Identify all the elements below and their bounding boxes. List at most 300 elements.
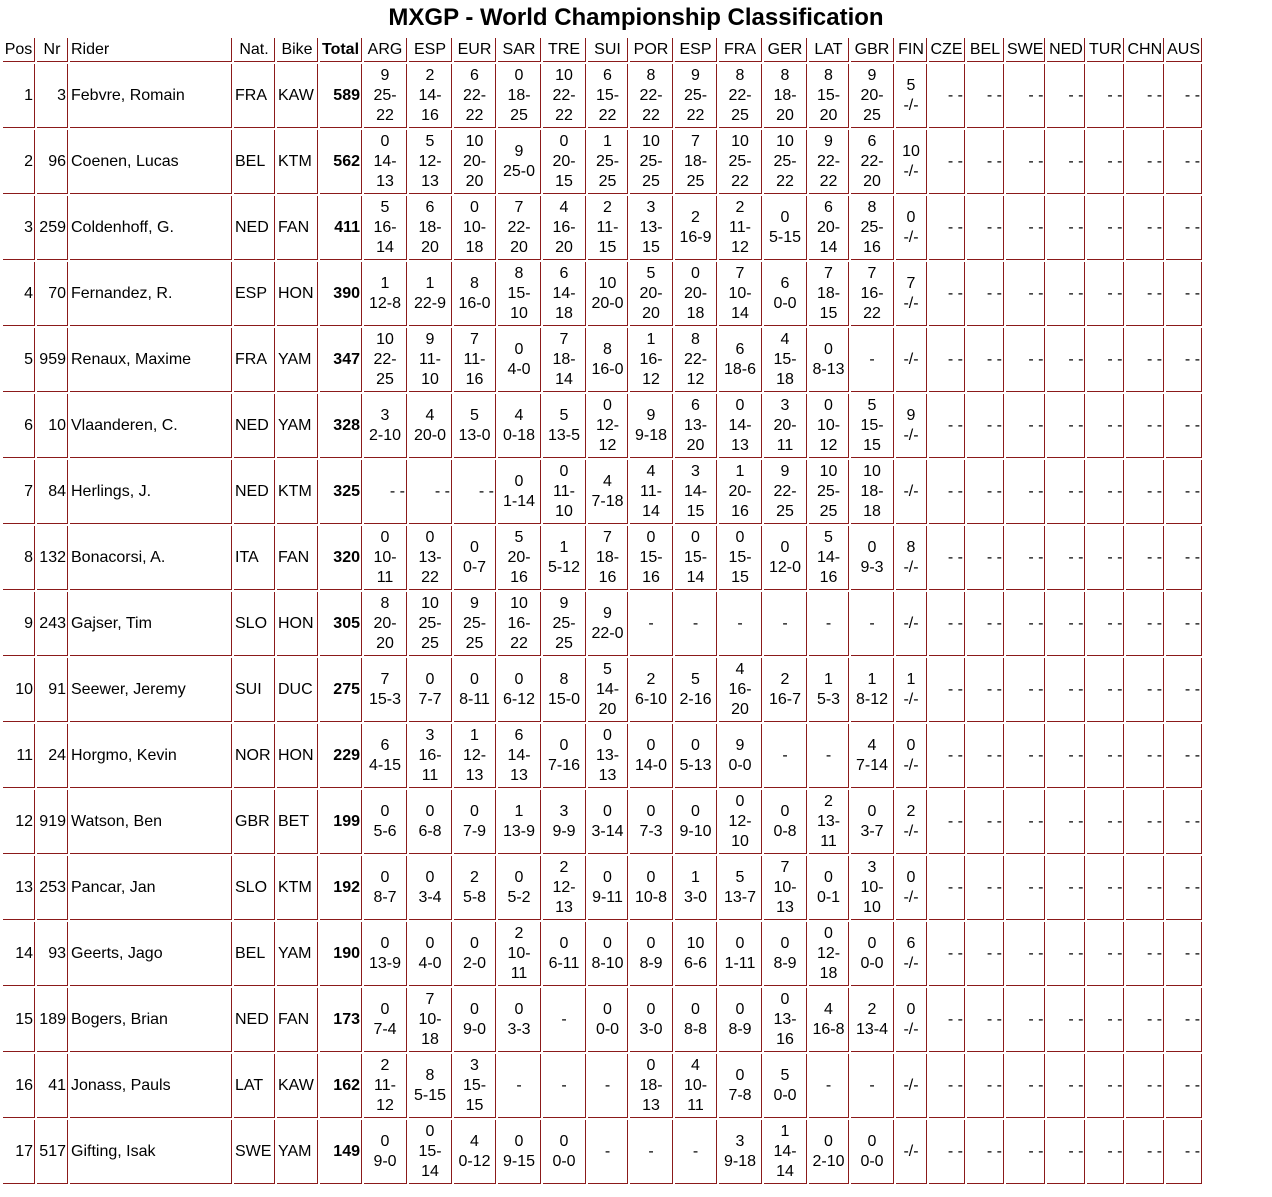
round-result-cell: - - (1087, 1054, 1124, 1118)
round-result-cell: - - (1006, 724, 1045, 788)
table-row (3, 724, 1202, 788)
round-result-cell: 4 11- 14 (630, 460, 673, 524)
rider-name-cell: Bonacorsi, A. (70, 526, 232, 590)
round-result-cell: - - (929, 1120, 965, 1184)
rider-name-cell: Bogers, Brian (70, 988, 232, 1052)
round-result-cell: - (719, 592, 762, 656)
round-result-cell: 0 10- 12 (809, 394, 849, 458)
round-result-cell: - (764, 724, 807, 788)
round-result-cell: 0 4-0 (498, 328, 541, 392)
round-result-cell: 0 5-2 (498, 856, 541, 920)
round-result-cell: 5 12- 13 (409, 130, 452, 194)
round-result-cell: - - (929, 196, 965, 260)
round-result-cell: - - (929, 262, 965, 326)
round-result-cell: 6 22- 22 (454, 64, 496, 128)
nationality-cell: NOR (234, 724, 275, 788)
round-result-cell: 0 18- 25 (498, 64, 541, 128)
round-result-cell: - - (1087, 196, 1124, 260)
rider-name-cell: Gajser, Tim (70, 592, 232, 656)
rider-name-cell: Coenen, Lucas (70, 130, 232, 194)
round-result-cell: - - (1047, 988, 1085, 1052)
round-result-cell: - (851, 592, 894, 656)
round-result-cell: - - (929, 394, 965, 458)
position-cell: 3 (3, 196, 35, 260)
bike-cell: KTM (277, 460, 318, 524)
col-header-round[interactable]: EUR (454, 38, 496, 62)
round-result-cell: 8 15- 20 (809, 64, 849, 128)
total-points-cell: 589 (320, 64, 362, 128)
round-result-cell: - - (967, 262, 1004, 326)
round-result-cell: 0 13-9 (364, 922, 407, 986)
round-result-cell: 0 8-9 (630, 922, 673, 986)
round-result-cell: - - (1166, 658, 1202, 722)
rider-name-cell: Herlings, J. (70, 460, 232, 524)
round-result-cell: - - (929, 724, 965, 788)
round-result-cell: 0 10-8 (630, 856, 673, 920)
rider-name-cell: Coldenhoff, G. (70, 196, 232, 260)
round-result-cell: 3 13- 15 (630, 196, 673, 260)
round-result-cell: 10 22- 25 (364, 328, 407, 392)
round-result-cell: - - (1087, 1120, 1124, 1184)
round-result-cell: - - (929, 328, 965, 392)
bike-cell: FAN (277, 988, 318, 1052)
round-result-cell: 9 22- 25 (764, 460, 807, 524)
table-row (3, 130, 1202, 194)
nationality-cell: LAT (234, 1054, 275, 1118)
round-result-cell: 8 22- 12 (675, 328, 717, 392)
position-cell: 10 (3, 658, 35, 722)
nationality-cell: NED (234, 460, 275, 524)
round-result-cell: 0 2-10 (809, 1120, 849, 1184)
round-result-cell: 0 14- 13 (719, 394, 762, 458)
col-header-round[interactable]: CZE (929, 38, 965, 62)
round-result-cell: - - (1047, 1054, 1085, 1118)
round-result-cell: 3 20- 11 (764, 394, 807, 458)
round-result-cell: - (809, 724, 849, 788)
total-points-cell: 173 (320, 988, 362, 1052)
round-result-cell: 4 7-18 (588, 460, 628, 524)
round-result-cell: - - (1047, 196, 1085, 260)
rider-number-cell: 41 (37, 1054, 68, 1118)
round-result-cell: 0 7-8 (719, 1054, 762, 1118)
round-result-cell: 0 6-11 (543, 922, 586, 986)
round-result-cell: 5 15- 15 (851, 394, 894, 458)
round-result-cell: 10 22- 22 (543, 64, 586, 128)
round-result-cell: 7 22- 20 (498, 196, 541, 260)
round-result-cell: 3 2-10 (364, 394, 407, 458)
round-result-cell: -/- (896, 1120, 927, 1184)
round-result-cell: 0 13- 13 (588, 724, 628, 788)
round-result-cell: 6 18- 20 (409, 196, 452, 260)
bike-cell: FAN (277, 526, 318, 590)
round-result-cell: 0 8-10 (588, 922, 628, 986)
col-header-round[interactable]: FRA (719, 38, 762, 62)
round-result-cell: - - (1087, 328, 1124, 392)
total-points-cell: 149 (320, 1120, 362, 1184)
col-header-nr[interactable]: Nr (37, 38, 68, 62)
round-result-cell: 1 22-9 (409, 262, 452, 326)
round-result-cell: - - (1126, 856, 1164, 920)
round-result-cell: - - (1126, 64, 1164, 128)
round-result-cell: -/- (896, 460, 927, 524)
col-header-round[interactable]: LAT (809, 38, 849, 62)
rider-name-cell: Seewer, Jeremy (70, 658, 232, 722)
round-result-cell: 6 13- 20 (675, 394, 717, 458)
position-cell: 2 (3, 130, 35, 194)
round-result-cell: 5 16- 14 (364, 196, 407, 260)
round-result-cell: - - (1166, 394, 1202, 458)
table-row (3, 460, 1202, 524)
col-header-round[interactable]: TRE (543, 38, 586, 62)
round-result-cell: 4 20-0 (409, 394, 452, 458)
col-header-round[interactable]: FIN (896, 38, 927, 62)
total-points-cell: 199 (320, 790, 362, 854)
round-result-cell: 9 25- 22 (364, 64, 407, 128)
round-result-cell: 6 15- 22 (588, 64, 628, 128)
round-result-cell: 0 5-13 (675, 724, 717, 788)
round-result-cell: 2 11- 12 (364, 1054, 407, 1118)
bike-cell: KAW (277, 1054, 318, 1118)
table-row (3, 1120, 1202, 1184)
round-result-cell: 0 -/- (896, 724, 927, 788)
round-result-cell: 4 15- 18 (764, 328, 807, 392)
round-result-cell: 0 3-7 (851, 790, 894, 854)
bike-cell: DUC (277, 658, 318, 722)
round-result-cell: - - (929, 658, 965, 722)
round-result-cell: 0 0-0 (851, 922, 894, 986)
round-result-cell: - (630, 592, 673, 656)
round-result-cell: 0 15- 14 (409, 1120, 452, 1184)
position-cell: 15 (3, 988, 35, 1052)
col-header-total[interactable]: Total (320, 38, 362, 62)
round-result-cell: - - (1166, 790, 1202, 854)
bike-cell: YAM (277, 394, 318, 458)
round-result-cell: - - (967, 592, 1004, 656)
round-result-cell: - - (1006, 592, 1045, 656)
table-row (3, 658, 1202, 722)
col-header-round[interactable]: BEL (967, 38, 1004, 62)
round-result-cell: 6 14- 13 (498, 724, 541, 788)
rider-name-cell: Vlaanderen, C. (70, 394, 232, 458)
round-result-cell: 9 25- 22 (675, 64, 717, 128)
round-result-cell: 9 -/- (896, 394, 927, 458)
round-result-cell: - - (1166, 328, 1202, 392)
table-row (3, 922, 1202, 986)
round-result-cell: - - (929, 460, 965, 524)
round-result-cell: 1 12-8 (364, 262, 407, 326)
rider-number-cell: 70 (37, 262, 68, 326)
total-points-cell: 390 (320, 262, 362, 326)
round-result-cell: 8 16-0 (588, 328, 628, 392)
round-result-cell: 10 25- 25 (409, 592, 452, 656)
round-result-cell: 0 9-15 (498, 1120, 541, 1184)
round-result-cell: 8 16-0 (454, 262, 496, 326)
position-cell: 17 (3, 1120, 35, 1184)
round-result-cell: 2 10- 11 (498, 922, 541, 986)
col-header-round[interactable]: TUR (1087, 38, 1124, 62)
round-result-cell: - - (1006, 130, 1045, 194)
rider-name-cell: Jonass, Pauls (70, 1054, 232, 1118)
rider-number-cell: 517 (37, 1120, 68, 1184)
bike-cell: FAN (277, 196, 318, 260)
round-result-cell: - - (1087, 526, 1124, 590)
round-result-cell: 7 18- 14 (543, 328, 586, 392)
round-result-cell: 10 18- 18 (851, 460, 894, 524)
col-header-nat[interactable]: Nat. (234, 38, 275, 62)
position-cell: 5 (3, 328, 35, 392)
round-result-cell: 0 3-0 (630, 988, 673, 1052)
round-result-cell: - (675, 592, 717, 656)
nationality-cell: FRA (234, 64, 275, 128)
round-result-cell: 8 22- 22 (630, 64, 673, 128)
total-points-cell: 162 (320, 1054, 362, 1118)
rider-number-cell: 959 (37, 328, 68, 392)
bike-cell: HON (277, 262, 318, 326)
round-result-cell: 1 3-0 (675, 856, 717, 920)
col-header-round[interactable]: ESP (409, 38, 452, 62)
round-result-cell: - - (1087, 394, 1124, 458)
round-result-cell: 0 7-4 (364, 988, 407, 1052)
round-result-cell: 8 15- 10 (498, 262, 541, 326)
round-result-cell: - - (1087, 64, 1124, 128)
round-result-cell: 10 25- 22 (764, 130, 807, 194)
round-result-cell: 4 0-12 (454, 1120, 496, 1184)
round-result-cell: - - (1047, 526, 1085, 590)
col-header-round[interactable]: SAR (498, 38, 541, 62)
round-result-cell: - - (967, 1120, 1004, 1184)
round-result-cell: 10 20- 20 (454, 130, 496, 194)
round-result-cell: - - (1126, 790, 1164, 854)
round-result-cell: - - (1126, 196, 1164, 260)
round-result-cell: 8 5-15 (409, 1054, 452, 1118)
round-result-cell: 0 15- 16 (630, 526, 673, 590)
round-result-cell: - - (1047, 460, 1085, 524)
round-result-cell: 0 0-1 (809, 856, 849, 920)
round-result-cell: 0 0-0 (851, 1120, 894, 1184)
round-result-cell: - (764, 592, 807, 656)
bike-cell: KAW (277, 64, 318, 128)
round-result-cell: 10 25- 25 (809, 460, 849, 524)
table-row (3, 592, 1202, 656)
round-result-cell: 0 12- 10 (719, 790, 762, 854)
round-result-cell: 3 9-9 (543, 790, 586, 854)
total-points-cell: 347 (320, 328, 362, 392)
round-result-cell: - - (364, 460, 407, 524)
round-result-cell: 0 12- 18 (809, 922, 849, 986)
round-result-cell: - - (967, 856, 1004, 920)
round-result-cell: 3 9-18 (719, 1120, 762, 1184)
round-result-cell: 10 25- 25 (630, 130, 673, 194)
round-result-cell: - - (967, 922, 1004, 986)
nationality-cell: BEL (234, 922, 275, 986)
round-result-cell: - - (1087, 460, 1124, 524)
rider-name-cell: Geerts, Jago (70, 922, 232, 986)
round-result-cell: - - (1047, 790, 1085, 854)
round-result-cell: 0 7-16 (543, 724, 586, 788)
total-points-cell: 229 (320, 724, 362, 788)
round-result-cell: - - (1006, 856, 1045, 920)
round-result-cell: 9 11- 10 (409, 328, 452, 392)
round-result-cell: - - (929, 1054, 965, 1118)
col-header-round[interactable]: SWE (1006, 38, 1045, 62)
total-points-cell: 562 (320, 130, 362, 194)
round-result-cell: - - (967, 130, 1004, 194)
round-result-cell: - - (1166, 526, 1202, 590)
round-result-cell: - - (1047, 262, 1085, 326)
round-result-cell: 0 8-7 (364, 856, 407, 920)
round-result-cell: 7 10- 18 (409, 988, 452, 1052)
rider-name-cell: Pancar, Jan (70, 856, 232, 920)
total-points-cell: 275 (320, 658, 362, 722)
position-cell: 16 (3, 1054, 35, 1118)
round-result-cell: 6 20- 14 (809, 196, 849, 260)
round-result-cell: - - (1006, 328, 1045, 392)
round-result-cell: 0 8-8 (675, 988, 717, 1052)
col-header-rider[interactable]: Rider (70, 38, 232, 62)
round-result-cell: -/- (896, 328, 927, 392)
round-result-cell: - (588, 1120, 628, 1184)
round-result-cell: - - (967, 526, 1004, 590)
round-result-cell: 8 20- 20 (364, 592, 407, 656)
round-result-cell: 5 -/- (896, 64, 927, 128)
round-result-cell: 2 16-7 (764, 658, 807, 722)
round-result-cell: 0 7-7 (409, 658, 452, 722)
total-points-cell: 411 (320, 196, 362, 260)
round-result-cell: - (675, 1120, 717, 1184)
round-result-cell: 5 20- 20 (630, 262, 673, 326)
rider-number-cell: 91 (37, 658, 68, 722)
round-result-cell: - - (1006, 988, 1045, 1052)
bike-cell: KTM (277, 856, 318, 920)
round-result-cell: 1 13-9 (498, 790, 541, 854)
round-result-cell: 9 9-18 (630, 394, 673, 458)
round-result-cell: 2 6-10 (630, 658, 673, 722)
round-result-cell: 7 10- 13 (764, 856, 807, 920)
round-result-cell: - - (1006, 262, 1045, 326)
rider-name-cell: Fernandez, R. (70, 262, 232, 326)
position-cell: 1 (3, 64, 35, 128)
round-result-cell: 1 8-12 (851, 658, 894, 722)
col-header-round[interactable]: ARG (364, 38, 407, 62)
round-result-cell: - - (1166, 64, 1202, 128)
total-points-cell: 305 (320, 592, 362, 656)
round-result-cell: 9 0-0 (719, 724, 762, 788)
round-result-cell: - - (1166, 1054, 1202, 1118)
round-result-cell: - - (1047, 130, 1085, 194)
round-result-cell: - - (1047, 1120, 1085, 1184)
round-result-cell: - - (1166, 922, 1202, 986)
page-title: MXGP - World Championship Classification (388, 4, 884, 31)
round-result-cell: - - (1006, 922, 1045, 986)
col-header-round[interactable]: GBR (851, 38, 894, 62)
round-result-cell: 7 -/- (896, 262, 927, 326)
round-result-cell: 0 12- 12 (588, 394, 628, 458)
round-result-cell: 9 22- 22 (809, 130, 849, 194)
round-result-cell: - - (1166, 460, 1202, 524)
round-result-cell: - - (454, 460, 496, 524)
round-result-cell: - - (1006, 394, 1045, 458)
rider-number-cell: 10 (37, 394, 68, 458)
rider-number-cell: 84 (37, 460, 68, 524)
round-result-cell: - - (1087, 592, 1124, 656)
round-result-cell: 2 16-9 (675, 196, 717, 260)
round-result-cell: - - (1087, 724, 1124, 788)
round-result-cell: - - (967, 394, 1004, 458)
round-result-cell: - - (1166, 724, 1202, 788)
position-cell: 7 (3, 460, 35, 524)
round-result-cell: 0 8-11 (454, 658, 496, 722)
table-row (3, 988, 1202, 1052)
round-result-cell: 2 14- 16 (409, 64, 452, 128)
col-header-round[interactable]: CHN (1126, 38, 1164, 62)
round-result-cell: 6 22- 20 (851, 130, 894, 194)
bike-cell: YAM (277, 922, 318, 986)
round-result-cell: 3 15- 15 (454, 1054, 496, 1118)
round-result-cell: 0 20- 18 (675, 262, 717, 326)
col-header-round[interactable]: AUS (1166, 38, 1202, 62)
round-result-cell: 0 1-14 (498, 460, 541, 524)
col-header-bike[interactable]: Bike (277, 38, 318, 62)
round-result-cell: 7 18- 25 (675, 130, 717, 194)
round-result-cell: - (851, 1054, 894, 1118)
round-result-cell: 9 25- 25 (454, 592, 496, 656)
round-result-cell: 1 20- 16 (719, 460, 762, 524)
round-result-cell: 7 16- 22 (851, 262, 894, 326)
round-result-cell: 0 11- 10 (543, 460, 586, 524)
round-result-cell: 0 8-13 (809, 328, 849, 392)
round-result-cell: 0 14-0 (630, 724, 673, 788)
bike-cell: KTM (277, 130, 318, 194)
position-cell: 6 (3, 394, 35, 458)
round-result-cell: 5 14- 16 (809, 526, 849, 590)
round-result-cell: 2 11- 12 (719, 196, 762, 260)
rider-number-cell: 259 (37, 196, 68, 260)
col-header-round[interactable]: ESP (675, 38, 717, 62)
round-result-cell: 0 4-0 (409, 922, 452, 986)
nationality-cell: SLO (234, 592, 275, 656)
col-header-pos[interactable]: Pos (3, 38, 35, 62)
round-result-cell: - - (1087, 658, 1124, 722)
round-result-cell: 0 2-0 (454, 922, 496, 986)
round-result-cell: 0 14- 13 (364, 130, 407, 194)
round-result-cell: - - (929, 526, 965, 590)
col-header-round[interactable]: NED (1047, 38, 1085, 62)
round-result-cell: 7 18- 16 (588, 526, 628, 590)
col-header-round[interactable]: GER (764, 38, 807, 62)
rider-name-cell: Febvre, Romain (70, 64, 232, 128)
round-result-cell: - - (967, 724, 1004, 788)
round-result-cell: - - (1166, 262, 1202, 326)
round-result-cell: 0 9-11 (588, 856, 628, 920)
round-result-cell: 0 1-11 (719, 922, 762, 986)
round-result-cell: - - (1166, 130, 1202, 194)
round-result-cell: 3 16- 11 (409, 724, 452, 788)
position-cell: 11 (3, 724, 35, 788)
round-result-cell: - - (929, 988, 965, 1052)
col-header-round[interactable]: SUI (588, 38, 628, 62)
round-result-cell: 4 16-8 (809, 988, 849, 1052)
position-cell: 4 (3, 262, 35, 326)
col-header-round[interactable]: POR (630, 38, 673, 62)
round-result-cell: - - (967, 1054, 1004, 1118)
round-result-cell: - - (1166, 196, 1202, 260)
rider-number-cell: 919 (37, 790, 68, 854)
round-result-cell: 0 9-10 (675, 790, 717, 854)
round-result-cell: 0 9-0 (454, 988, 496, 1052)
round-result-cell: 10 20-0 (588, 262, 628, 326)
round-result-cell: 0 13- 22 (409, 526, 452, 590)
round-result-cell: 4 16- 20 (719, 658, 762, 722)
